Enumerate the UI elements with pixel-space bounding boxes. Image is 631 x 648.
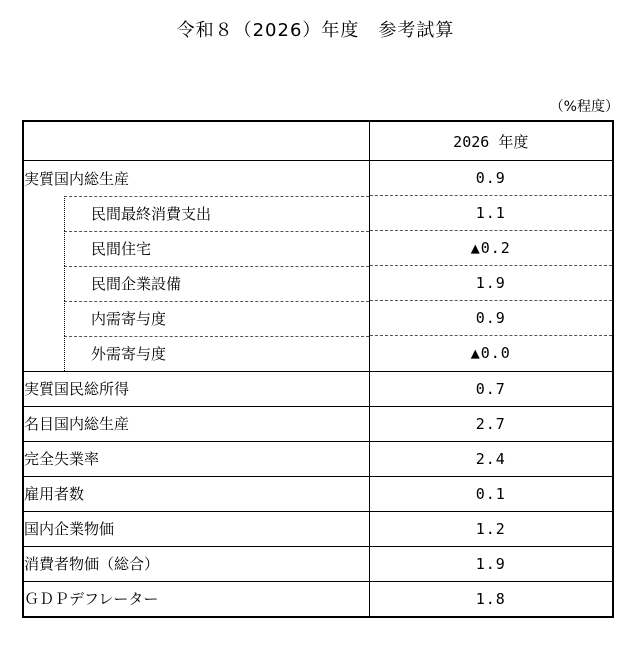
unit-note: （%程度） bbox=[549, 99, 619, 115]
table-row bbox=[23, 546, 613, 581]
table-row bbox=[23, 371, 613, 406]
table-row bbox=[23, 511, 613, 546]
row-label: 雇用者数 bbox=[23, 476, 369, 511]
row-label: 民間住宅 bbox=[64, 231, 369, 266]
table-row bbox=[23, 266, 613, 301]
row-value: ▲0.2 bbox=[369, 231, 613, 266]
table-header-row bbox=[23, 121, 613, 161]
page-title: 令和８（2026）年度 参考試算 bbox=[176, 20, 455, 41]
row-label: 外需寄与度 bbox=[64, 336, 369, 371]
row-value: 0.9 bbox=[369, 301, 613, 336]
row-label: 名目国内総生産 bbox=[23, 406, 369, 441]
row-label: 民間企業設備 bbox=[64, 266, 369, 301]
header-year: 2026 年度 bbox=[369, 121, 613, 161]
forecast-table bbox=[22, 120, 614, 618]
row-value: 0.9 bbox=[369, 161, 613, 196]
table-row bbox=[23, 581, 613, 617]
row-value: 0.7 bbox=[369, 371, 613, 406]
table-row bbox=[23, 231, 613, 266]
row-label: 消費者物価（総合） bbox=[23, 546, 369, 581]
table-row bbox=[23, 161, 613, 196]
row-value: 1.2 bbox=[369, 511, 613, 546]
row-label: 実質国内総生産 bbox=[23, 161, 369, 196]
row-label-cell bbox=[23, 336, 369, 372]
row-label: 完全失業率 bbox=[23, 441, 369, 476]
row-label: 国内企業物価 bbox=[23, 511, 369, 546]
table-row bbox=[23, 336, 613, 372]
header-label-cell bbox=[23, 121, 369, 161]
table-row bbox=[23, 301, 613, 336]
row-value: 2.4 bbox=[369, 441, 613, 476]
table-row bbox=[23, 476, 613, 511]
row-value: 1.1 bbox=[369, 196, 613, 231]
row-label: 民間最終消費支出 bbox=[64, 196, 369, 231]
table-row bbox=[23, 196, 613, 231]
row-label-cell bbox=[23, 266, 369, 301]
table-row bbox=[23, 441, 613, 476]
row-value: 1.9 bbox=[369, 266, 613, 301]
table-row bbox=[23, 406, 613, 441]
row-label: ＧＤＰデフレーター bbox=[23, 581, 369, 617]
row-label-cell bbox=[23, 301, 369, 336]
row-value: 1.9 bbox=[369, 546, 613, 581]
row-label-cell bbox=[23, 196, 369, 231]
row-value: 2.7 bbox=[369, 406, 613, 441]
row-value: ▲0.0 bbox=[369, 336, 613, 372]
row-value: 1.8 bbox=[369, 581, 613, 617]
row-value: 0.1 bbox=[369, 476, 613, 511]
row-label-cell bbox=[23, 231, 369, 266]
row-label: 実質国民総所得 bbox=[23, 371, 369, 406]
row-label: 内需寄与度 bbox=[64, 301, 369, 336]
